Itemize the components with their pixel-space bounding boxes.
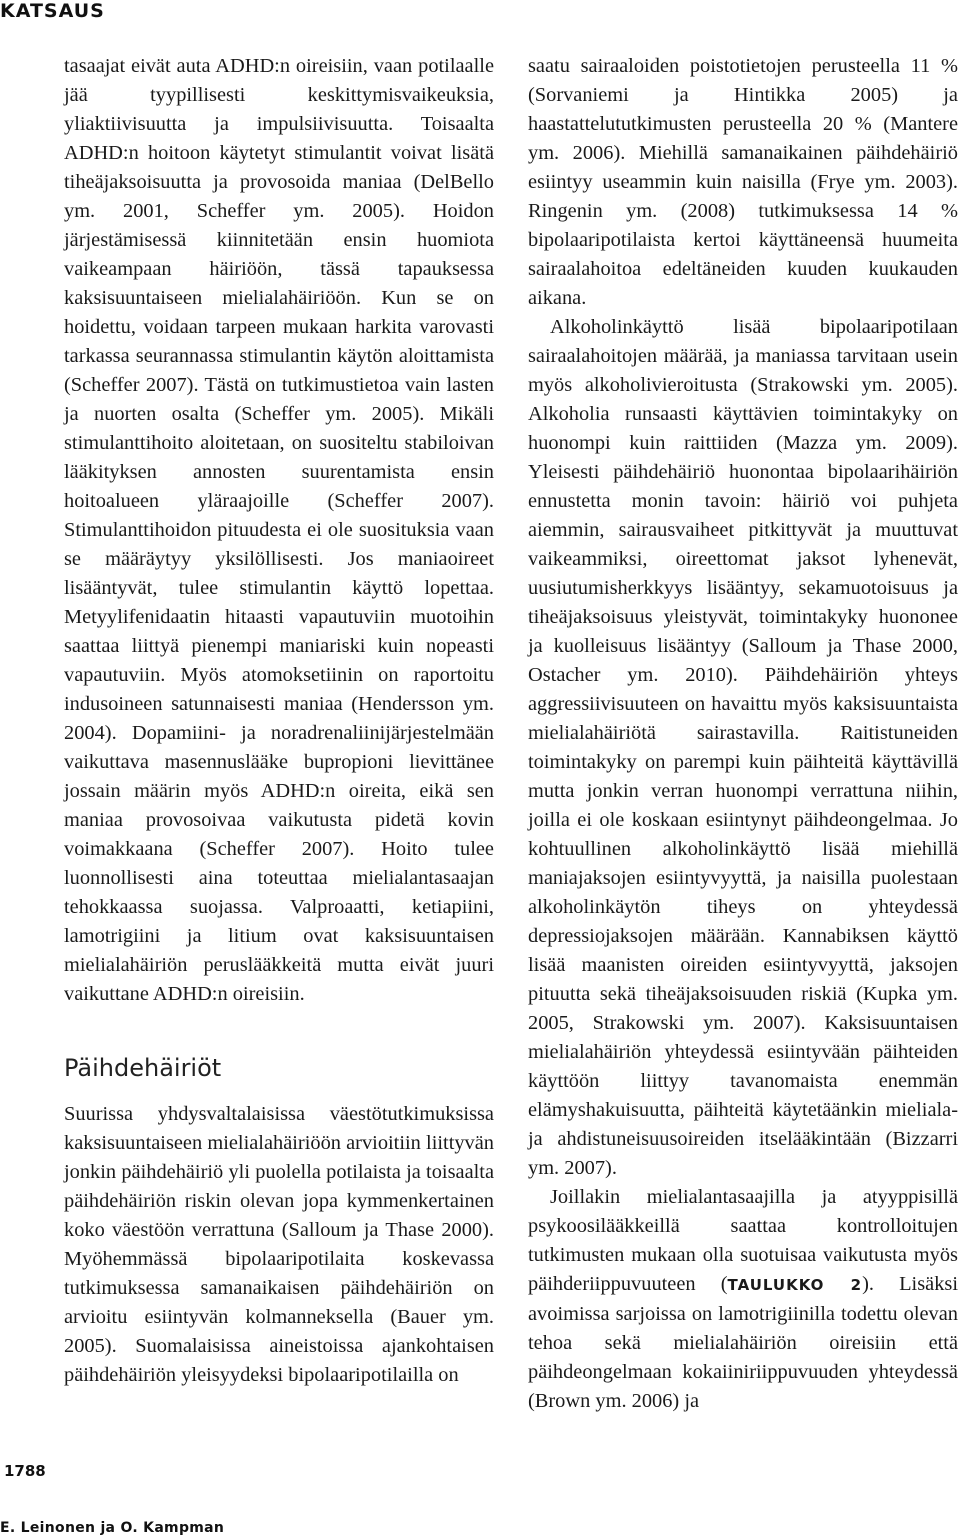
paragraph-text: Joillakin mielialantasaajilla ja atyyppisillä psykoosilääkkeillä saattaa kontrolloitujen tutkimusten mukaan olla suotuisaa vaikutusta myös päihderiippuvuuteen ( xyxy=(528,1186,958,1295)
body-paragraph: Alkoholinkäyttö lisää bipolaaripotilaan sairaalahoitojen määrää, ja maniassa tarvitaan usein myös alkoholivieroitusta (Strakowski ym. 2005). Alkoholia runsaasti käyttävien toimintakyky on huonompi kuin raittiiden (Mazza ym. 2009). Yleisesti päihdehäiriö huonontaa bipolaarihäiriön ennustetta monin tavoin: häiriö voi puhjeta aiemmin, sairausvaiheet pitkittyvät ja muuttuvat vaikeammiksi, oireettomat jaksot lyhenevät, uusiutumisherkkyys lisääntyy, sekamuotoisuus ja tiheäjaksoisuus yleistyvät, toimintakyky huononee ja kuolleisuus lisääntyy (Salloum ja Thase 2000, Ostacher ym. 2010). Päihdehäiriön yhteys aggressiivisuuteen on havaittu myös kaksisuuntaista mielialahäiriötä sairastavilla. Raitistuneiden toimintakyky on parempi kuin päihteitä käyttävillä mutta jonkin verran huonompi verrattuna niihin, joilla ei ole koskaan esiintynyt päihdeongelmaa. Jo kohtuullinen alkoholinkäyttö lisää miehillä maniajaksojen esiintyvyyttä, ja naisilla puolestaan alkoholinkäytön tiheys on yhteydessä depressiojaksojen määrään. Kannabiksen käyttö lisää maanisten oireiden esiintyvyyttä, jaksojen pituutta sekä tiheäjaksoisuuden riskiä (Kupka ym. 2005, Strakowski ym. 2007). Kaksisuuntaisen mielialahäiriön yhteydessä esiintyvään päihteiden käyttöön liittyy tavanomaista enemmän elämyshakuisuutta, päihteitä käytetäänkin mieliala- ja ahdistuneisuusoireiden itselääkintään (Bizzarri ym. 2007). xyxy=(528,316,958,1179)
left-column xyxy=(64,52,494,1390)
right-column xyxy=(528,52,958,1416)
body-paragraph: saatu sairaaloiden poistotietojen perusteella 11 % (Sorvaniemi ja Hintikka 2005) ja haastattelututkimusten perusteella 20 % (Mantere ym. 2006). Miehillä samanaikainen päihdehäiriö esiintyy useammin kuin naisilla (Frye ym. 2003). Ringenin ym. (2008) tutkimuksessa 14 % bipolaaripotilaista kertoi käyttäneensä huumeita sairaalahoitoa edeltäneiden kuuden kuukauden aikana. xyxy=(528,55,958,309)
footer-author: E. Leinonen ja O. Kampman xyxy=(0,1520,225,1536)
section-label: KATSAUS xyxy=(0,0,105,22)
paragraph-text: ). Lisäksi avoimissa sarjoissa on lamotrigiinilla todettu olevan tehoa sekä mielialahäiriön oireisiin että päihdeongelmaan kokaiiniriippuvuuden yhteydessä (Brown ym. 2006) ja xyxy=(528,1273,958,1412)
page-number: 1788 xyxy=(4,1462,46,1480)
section-heading: Päihdehäiriöt xyxy=(64,1054,222,1082)
body-paragraph: Suurissa yhdysvaltalaisissa väestötutkimuksissa kaksisuuntaiseen mielialahäiriöön arvioitiin liittyvän jonkin päihdehäiriö yli puolella potilaista ja toisaalta päihdehäiriön riskin olevan jopa kymmenkertainen koko väestöön verrattuna (Salloum ja Thase 2000). Myöhemmässä bipolaaripotilaita koskevassa tutkimuksessa samanaikaisen päihdehäiriön on arvioitu esiintyvän kolmanneksella (Bauer ym. 2005). Suomalaisissa aineistoissa ajankohtaisen päihdehäiriön yleisyydeksi bipolaaripotilailla on xyxy=(64,1103,494,1386)
table-reference-link[interactable]: TAULUKKO 2 xyxy=(727,1276,863,1294)
body-paragraph xyxy=(528,1183,958,1416)
body-paragraph: tasaajat eivät auta ADHD:n oireisiin, vaan potilaalle jää tyypillisesti keskittymisvaikeuksia, yliaktiivisuutta ja impulsiivisuutta. Toisaalta ADHD:n hoitoon käytetyt stimulantit voivat lisätä tiheäjaksoisuutta ja provosoida maniaa (DelBello ym. 2001, Scheffer ym. 2005). Hoidon järjestämisessä kiinnitetään ensin huomiota vaikeampaan häiriöön, tässä tapauksessa kaksisuuntaiseen mielialahäiriöön. Kun se on hoidettu, voidaan tarpeen mukaan harkita varovasti tarkassa seurannassa stimulantin käytön aloittamista (Scheffer 2007). Tästä on tutkimustietoa vain lasten ja nuorten osalta (Scheffer ym. 2005). Mikäli stimulanttihoito aloitetaan, on suositeltu stabiloivan lääkityksen annosten suurentamista ensin hoitoalueen yläraajoille (Scheffer 2007). Stimulanttihoidon pituudesta ei ole suosituksia vaan se määräytyy yksilöllisesti. Jos maniaoireet lisääntyvät, tulee stimulantin käyttö lopettaa. Metyylifenidaatin hitaasti vapautuviin muotoihin saattaa liittyä pienempi maniariski kuin nopeasti vapautuviin. Myös atomoksetiinin on raportoitu indusoineen satunnaisesti maniaa (Hendersson ym. 2004). Dopamiini- ja noradrenaliinijärjestelmään vaikuttava masennuslääke bupropioni lievittänee jossain määrin myös ADHD:n oireita, eikä sen maniaa provosoivaa vaikutusta pidetä kovin voimakkaana (Scheffer 2007). Hoito tulee luonnollisesti aina toteuttaa mielialantasaajan tehokkaassa suojassa. Valproaatti, ketiapiini, lamotrigiini ja litium ovat kaksisuuntaisen mielialahäiriön peruslääkkeitä mutta eivät juuri vaikuttane ADHD:n oireisiin. xyxy=(64,55,494,1005)
